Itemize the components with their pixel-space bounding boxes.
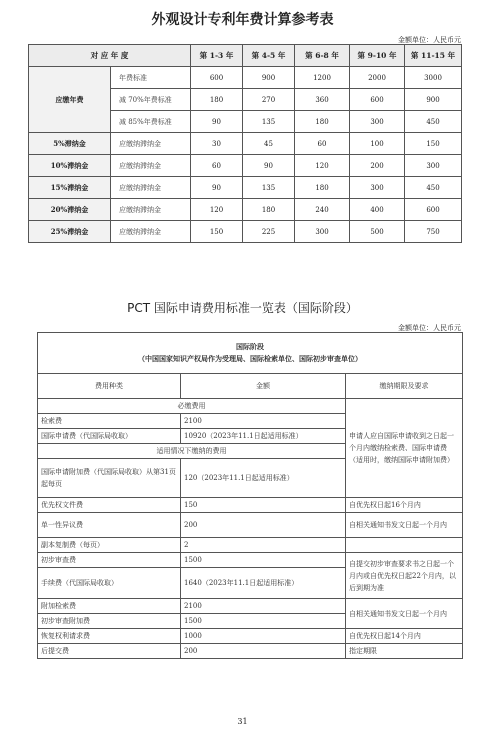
row-sub-label: 减 85%年费标准	[111, 111, 191, 133]
fee-deadline: 自优先权日起14个月内	[346, 629, 463, 644]
table-cell: 3000	[405, 67, 462, 89]
additional-deadline-cell: 自相关通知书发文日起一个月内	[346, 599, 463, 629]
table-cell: 150	[191, 221, 243, 243]
page-number: 31	[237, 717, 248, 726]
table-row	[29, 177, 462, 199]
row-label: 10%滞纳金	[29, 155, 111, 177]
fee-name: 优先权文件费	[38, 498, 181, 513]
table-cell: 200	[350, 155, 405, 177]
stage-note: （中国国家知识产权局作为受理局、国际检索单位、国际初步审查单位）	[138, 354, 362, 363]
table-cell: 90	[191, 111, 243, 133]
fee-name: 副本复制费（每页）	[38, 538, 181, 553]
fee-amount: 2100	[181, 414, 346, 429]
fee-amount: 1500	[181, 553, 346, 568]
table2-title: PCT 国际申请费用标准一览表（国际阶段）	[127, 301, 358, 315]
row-sub-label: 应缴纳滞纳金	[111, 177, 191, 199]
row-sub-label: 应缴纳滞纳金	[111, 221, 191, 243]
row-sub-label: 减 70%年费标准	[111, 89, 191, 111]
table-cell: 240	[295, 199, 350, 221]
fee-name: 后提交费	[38, 644, 181, 659]
table-cell: 180	[191, 89, 243, 111]
table-cell: 30	[191, 133, 243, 155]
table2-unit: 金额单位：人民币元	[398, 324, 461, 332]
filing-deadline-cell: 申请人应自国际申请收到之日起一个月内缴纳检索费、国际申请费（适用时，缴纳国际申请附加费）	[346, 399, 463, 498]
fee-name: 附加检索费	[38, 599, 181, 614]
table-cell: 120	[191, 199, 243, 221]
table1-header-cell: 第 6-8 年	[295, 45, 350, 67]
fee-name: 检索费	[38, 414, 181, 429]
fee-name: 初步审查费	[38, 553, 181, 568]
row-sub-label: 年费标准	[111, 67, 191, 89]
table-row	[29, 67, 462, 89]
table-cell: 270	[243, 89, 295, 111]
table-cell: 300	[350, 177, 405, 199]
table-cell: 120	[295, 155, 350, 177]
table-cell: 900	[243, 67, 295, 89]
row-group-label: 应缴年费	[29, 67, 111, 133]
table-cell: 225	[243, 221, 295, 243]
table-cell: 400	[350, 199, 405, 221]
table-cell: 500	[350, 221, 405, 243]
stage-title: 国际阶段	[236, 342, 264, 351]
fee-amount: 200	[181, 513, 346, 538]
col-header-deadline: 缴纳期限及要求	[346, 374, 463, 399]
table-cell: 180	[295, 111, 350, 133]
fee-name: 初步审查附加费	[38, 614, 181, 629]
table-cell: 2000	[350, 67, 405, 89]
fee-deadline: 指定期限	[346, 644, 463, 659]
table-cell: 600	[405, 199, 462, 221]
fee-name: 恢复权利请求费	[38, 629, 181, 644]
fee-amount: 2100	[181, 599, 346, 614]
fee-amount: 1000	[181, 629, 346, 644]
fee-name: 国际申请附加费（代国际局收取）从第31页起每页	[38, 459, 181, 498]
table-cell: 135	[243, 111, 295, 133]
table-cell: 150	[405, 133, 462, 155]
fee-amount: 10920（2023年11.1日起适用标准）	[181, 429, 346, 444]
table-cell: 90	[243, 155, 295, 177]
table-cell: 450	[405, 177, 462, 199]
table-cell: 300	[350, 111, 405, 133]
table-cell: 180	[295, 177, 350, 199]
table-cell: 100	[350, 133, 405, 155]
row-sub-label: 应缴纳滞纳金	[111, 155, 191, 177]
col-header-fee-type: 费用种类	[38, 374, 181, 399]
row-label: 20%滞纳金	[29, 199, 111, 221]
table-cell: 1200	[295, 67, 350, 89]
table-cell: 90	[191, 177, 243, 199]
table-cell: 135	[243, 177, 295, 199]
fee-amount: 150	[181, 498, 346, 513]
fee-name: 单一性异议费	[38, 513, 181, 538]
table-cell: 450	[405, 111, 462, 133]
table-cell: 60	[191, 155, 243, 177]
fee-amount: 2	[181, 538, 346, 553]
prelim-deadline-cell: 自提交初步审查要求书之日起一个月内或自优先权日起22个月内，以后到期为准	[346, 553, 463, 599]
row-label: 15%滞纳金	[29, 177, 111, 199]
row-label: 25%滞纳金	[29, 221, 111, 243]
section-conditional: 适用情况下缴纳的费用	[38, 444, 346, 459]
fee-amount: 1640（2023年11.1日起适用标准）	[181, 568, 346, 599]
table1-header-cell: 第 11-15 年	[405, 45, 462, 67]
fee-deadline: 自相关通知书发文日起一个月内	[346, 513, 463, 538]
table-cell: 600	[350, 89, 405, 111]
fee-deadline-empty	[346, 538, 463, 553]
fee-name: 国际申请费（代国际局收取）	[38, 429, 181, 444]
table-row	[29, 221, 462, 243]
stage-header	[38, 333, 463, 374]
section-required: 必缴费用	[38, 399, 346, 414]
table-row	[29, 155, 462, 177]
table-cell: 900	[405, 89, 462, 111]
fee-amount: 1500	[181, 614, 346, 629]
fee-deadline: 自优先权日起16个月内	[346, 498, 463, 513]
table-cell: 600	[191, 67, 243, 89]
table1-header-cell: 第 4-5 年	[243, 45, 295, 67]
table-cell: 180	[243, 199, 295, 221]
row-sub-label: 应缴纳滞纳金	[111, 133, 191, 155]
table1-unit: 金额单位：人民币元	[398, 36, 461, 44]
table-cell: 750	[405, 221, 462, 243]
table-row	[29, 133, 462, 155]
table-cell: 360	[295, 89, 350, 111]
fee-amount: 200	[181, 644, 346, 659]
table-cell: 60	[295, 133, 350, 155]
table-cell: 300	[405, 155, 462, 177]
table1-header-cell: 第 9-10 年	[350, 45, 405, 67]
pct-fee-table	[37, 332, 463, 659]
table1-title: 外观设计专利年费计算参考表	[151, 12, 334, 28]
table1-header-cell: 第 1-3 年	[191, 45, 243, 67]
annual-fee-table	[28, 44, 462, 243]
table-cell: 45	[243, 133, 295, 155]
col-header-amount: 金额	[181, 374, 346, 399]
table1-header-row	[29, 45, 462, 67]
table-cell: 300	[295, 221, 350, 243]
row-label: 5%滞纳金	[29, 133, 111, 155]
row-sub-label: 应缴纳滞纳金	[111, 199, 191, 221]
fee-name: 手续费（代国际局收取）	[38, 568, 181, 599]
table1-header-cell: 对 应 年 度	[29, 45, 191, 67]
fee-amount: 120（2023年11.1日起适用标准）	[181, 459, 346, 498]
table-row	[29, 199, 462, 221]
